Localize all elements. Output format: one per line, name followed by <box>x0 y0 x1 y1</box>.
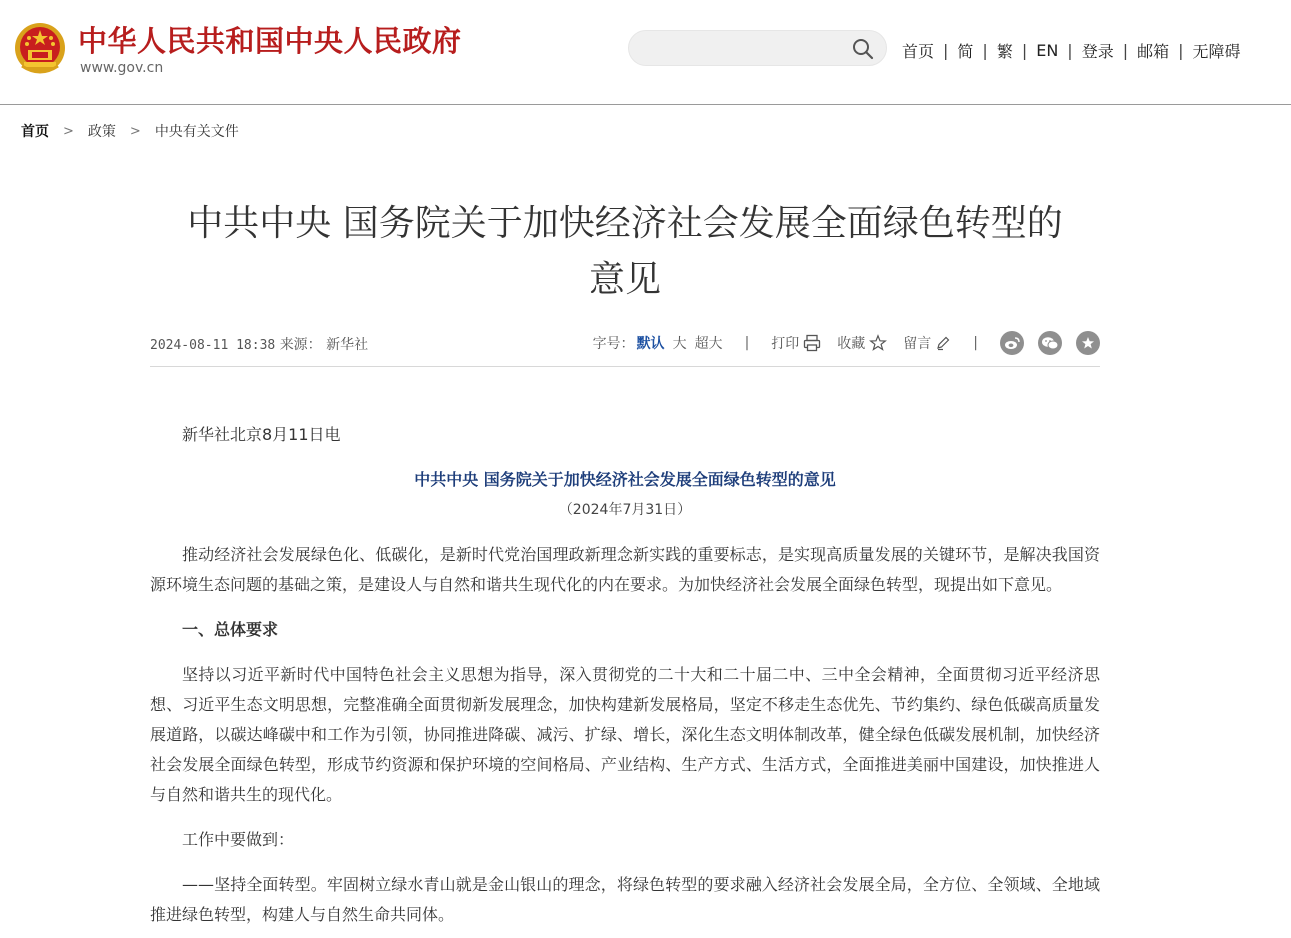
more-share-icon[interactable] <box>1076 331 1100 355</box>
spacer <box>150 600 1100 615</box>
chevron-right-icon: > <box>129 123 141 139</box>
printer-icon <box>803 334 821 352</box>
search-icon[interactable] <box>852 38 874 60</box>
site-url: www.gov.cn <box>80 60 164 76</box>
wechat-icon[interactable] <box>1038 331 1062 355</box>
nav-home[interactable]: 首页 <box>902 41 935 61</box>
paragraph: 坚持以习近平新时代中国特色社会主义思想为指导，深入贯彻党的二十大和二十届二中、三中全会精神，全面贯彻习近平经济思想、习近平生态文明思想，完整准确全面贯彻新发展理念，加快构建新发展格局，坚定不移走生态优先、节约集约、绿色低碳高质量发展道路，以碳达峰碳中和工作为引领，协同推进降碳、减污、扩绿、增长，深化生态文明体制改革，健全绿色低碳发展机制，加快经济社会发展全面绿色转型，形成节约资源和保护环境的空间格局、产业结构、生产方式、生活方式，全面推进美丽中国建设，加快推进人与自然和谐共生的现代化。 <box>150 665 1100 804</box>
print-button[interactable] <box>771 333 821 353</box>
breadcrumb-central-documents[interactable]: 中央有关文件 <box>154 124 239 140</box>
nav-accessibility[interactable]: 无障碍 <box>1192 41 1241 61</box>
font-size-default[interactable]: 默认 <box>636 336 665 352</box>
nav-separator: | <box>1021 40 1028 60</box>
breadcrumb-home[interactable]: 首页 <box>21 124 49 140</box>
article-title-line: 中共中央 国务院关于加快经济社会发展全面绿色转型的 <box>187 203 1063 244</box>
paragraph: ——坚持全面转型。牢固树立绿水青山就是金山银山的理念，将绿色转型的要求融入经济社会发展全局，全方位、全领域、全地域推进绿色转型，构建人与自然生命共同体。 <box>150 875 1100 924</box>
spacer <box>150 525 1100 540</box>
paragraph: 工作中要做到： <box>182 830 295 849</box>
comment-label: 留言 <box>903 336 932 352</box>
nav-traditional[interactable]: 繁 <box>996 41 1013 61</box>
nav-separator: | <box>1122 40 1129 60</box>
dateline: 新华社北京8月11日电 <box>182 425 341 444</box>
document-date: （2024年7月31日） <box>558 502 692 518</box>
nav-simplified[interactable]: 简 <box>957 41 974 61</box>
article-meta-bar <box>150 330 1100 367</box>
paragraph: 推动经济社会发展绿色化、低碳化，是新时代党治国理政新理念新实践的重要标志，是实现高质量发展的关键环节，是解决我国资源环境生态问题的基础之策，是建设人与自然和谐共生现代化的内在要求。为加快经济社会发展全面绿色转型，现提出如下意见。 <box>150 545 1100 594</box>
spacer <box>150 450 1100 465</box>
search-box <box>628 30 887 66</box>
top-nav <box>902 38 1241 62</box>
font-size-label: 字号： <box>592 336 635 352</box>
nav-login[interactable]: 登录 <box>1081 41 1114 61</box>
nav-separator: | <box>982 40 988 60</box>
site-title[interactable]: 中华人民共和国中央人民政府 <box>78 24 462 58</box>
spacer <box>150 855 1100 870</box>
article-title-line: 意见 <box>588 259 661 300</box>
spacer <box>150 645 1100 660</box>
breadcrumb-policy[interactable]: 政策 <box>87 124 116 140</box>
star-icon <box>869 334 887 352</box>
nav-separator: | <box>1178 40 1184 60</box>
nav-mailbox[interactable]: 邮箱 <box>1137 41 1170 61</box>
document-title: 中共中央 国务院关于加快经济社会发展全面绿色转型的意见 <box>414 470 836 489</box>
breadcrumb <box>21 121 239 141</box>
source-name: 新华社 <box>326 337 369 353</box>
publish-time: 2024-08-11 18:38 <box>150 338 276 353</box>
tools-separator: | <box>973 335 978 351</box>
weibo-icon[interactable] <box>1000 331 1024 355</box>
nav-english[interactable]: EN <box>1036 40 1059 60</box>
nav-separator: | <box>1067 40 1073 60</box>
font-size-xlarge[interactable]: 超大 <box>694 336 723 352</box>
article-tools <box>593 330 1100 356</box>
spacer <box>150 810 1100 825</box>
font-size-large[interactable]: 大 <box>672 336 687 352</box>
tools-separator: | <box>744 335 750 351</box>
national-emblem-icon[interactable] <box>14 22 66 76</box>
article-meta-info <box>150 334 368 354</box>
article-title <box>150 196 1100 308</box>
collect-label: 收藏 <box>837 336 866 352</box>
nav-separator: | <box>943 40 949 60</box>
print-label: 打印 <box>771 336 800 352</box>
collect-button[interactable] <box>837 333 887 353</box>
source-label: 来源： <box>279 337 322 353</box>
search-input[interactable] <box>643 31 847 67</box>
section-heading: 一、总体要求 <box>182 620 279 639</box>
chevron-right-icon: > <box>63 123 74 139</box>
comment-button[interactable] <box>903 333 951 353</box>
article-body <box>150 420 1100 930</box>
pencil-icon <box>935 335 951 351</box>
site-header <box>0 0 1291 105</box>
